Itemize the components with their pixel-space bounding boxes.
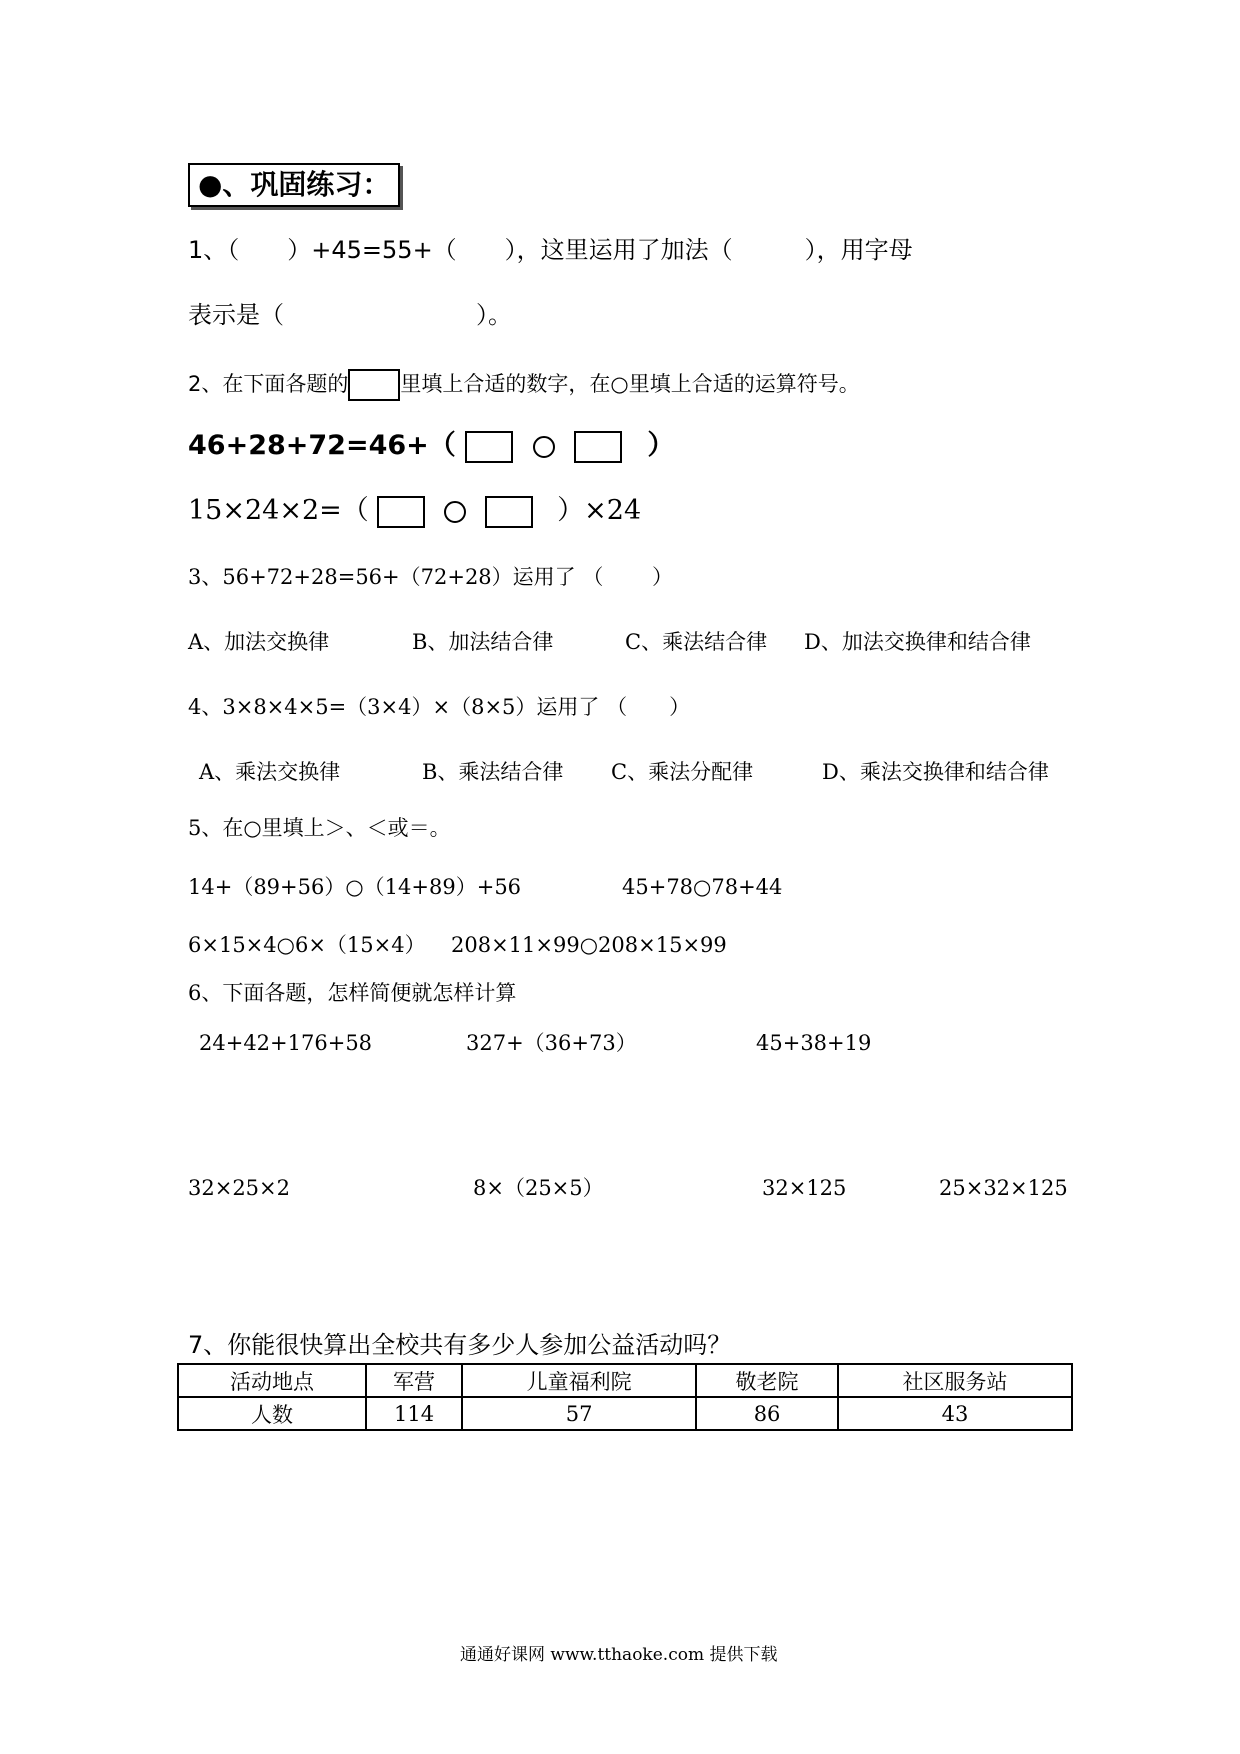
activity-table [177, 1363, 1073, 1431]
q2-prefix: 2、在下面各题的 [188, 372, 349, 396]
section-title: ●、巩固练习： [188, 163, 400, 207]
q3-option-d: D、加法交换律和结合律 [804, 630, 1031, 654]
eq2-left: 15×24×2=（ [188, 495, 369, 526]
q3-option-c: C、乘法结合律 [625, 630, 768, 654]
table-header-cell: 社区服务站 [838, 1364, 1072, 1397]
footer-text: 通通好课网 www.tthaoke.com 提供下载 [460, 1645, 778, 1665]
q6-expr-6: 32×125 [762, 1176, 847, 1200]
q6-expr-2: 327+（36+73） [466, 1031, 637, 1055]
eq2-right: ）×24 [557, 495, 642, 526]
blank-box [377, 496, 425, 528]
blank-box [574, 431, 622, 463]
q6-expr-4: 32×25×2 [188, 1176, 290, 1200]
q2-equation-2 [188, 494, 641, 528]
blank-box [465, 431, 513, 463]
q3-option-b: B、加法结合律 [412, 630, 554, 654]
q5-item-4: 208×11×99○208×15×99 [451, 933, 727, 957]
q4-option-a: A、乘法交换律 [199, 760, 341, 784]
table-header-cell: 活动地点 [178, 1364, 366, 1397]
q4-option-b: B、乘法结合律 [422, 760, 564, 784]
q5-item-2: 45+78○78+44 [622, 875, 783, 899]
q3-stem: 3、56+72+28=56+（72+28）运用了 （ ） [188, 565, 674, 589]
blank-circle [533, 436, 555, 458]
q2-stem [188, 369, 860, 401]
q2-suffix: 里填上合适的数字，在○里填上合适的运算符号。 [400, 372, 860, 396]
q2-equation-1 [188, 429, 674, 463]
q7-stem: 7、你能很快算出全校共有多少人参加公益活动吗？ [188, 1331, 732, 1359]
q5-item-1: 14+（89+56）○（14+89）+56 [188, 875, 522, 899]
blank-circle [444, 501, 466, 523]
q6-expr-3: 45+38+19 [756, 1031, 872, 1055]
blank-box [348, 369, 400, 401]
table-row [178, 1364, 1072, 1397]
table-header-cell: 军营 [366, 1364, 462, 1397]
table-cell: 人数 [178, 1397, 366, 1430]
q6-stem: 6、下面各题，怎样简便就怎样计算 [188, 981, 517, 1005]
q1-line1: 1、（ ）+45=55+（ ），这里运用了加法（ ），用字母 [188, 236, 913, 264]
table-cell: 43 [838, 1397, 1072, 1430]
q5-stem: 5、在○里填上＞、＜或＝。 [188, 816, 451, 840]
eq1-right: ） [647, 430, 675, 461]
q6-expr-7: 25×32×125 [939, 1176, 1068, 1200]
q4-option-d: D、乘法交换律和结合律 [822, 760, 1049, 784]
table-row [178, 1397, 1072, 1430]
table-header-cell: 敬老院 [696, 1364, 838, 1397]
table-cell: 86 [696, 1397, 838, 1430]
q5-item-3: 6×15×4○6×（15×4） [188, 933, 426, 957]
q4-stem: 4、3×8×4×5=（3×4）×（8×5）运用了 （ ） [188, 695, 691, 719]
q6-expr-1: 24+42+176+58 [199, 1031, 373, 1055]
table-header-cell: 儿童福利院 [462, 1364, 696, 1397]
eq1-left: 46+28+72=46+（ [188, 430, 456, 461]
table-cell: 114 [366, 1397, 462, 1430]
q3-option-a: A、加法交换律 [188, 630, 330, 654]
q6-expr-5: 8×（25×5） [473, 1176, 604, 1200]
table-cell: 57 [462, 1397, 696, 1430]
blank-box [485, 496, 533, 528]
q4-option-c: C、乘法分配律 [611, 760, 754, 784]
q1-line2: 表示是（ ）。 [188, 301, 512, 329]
